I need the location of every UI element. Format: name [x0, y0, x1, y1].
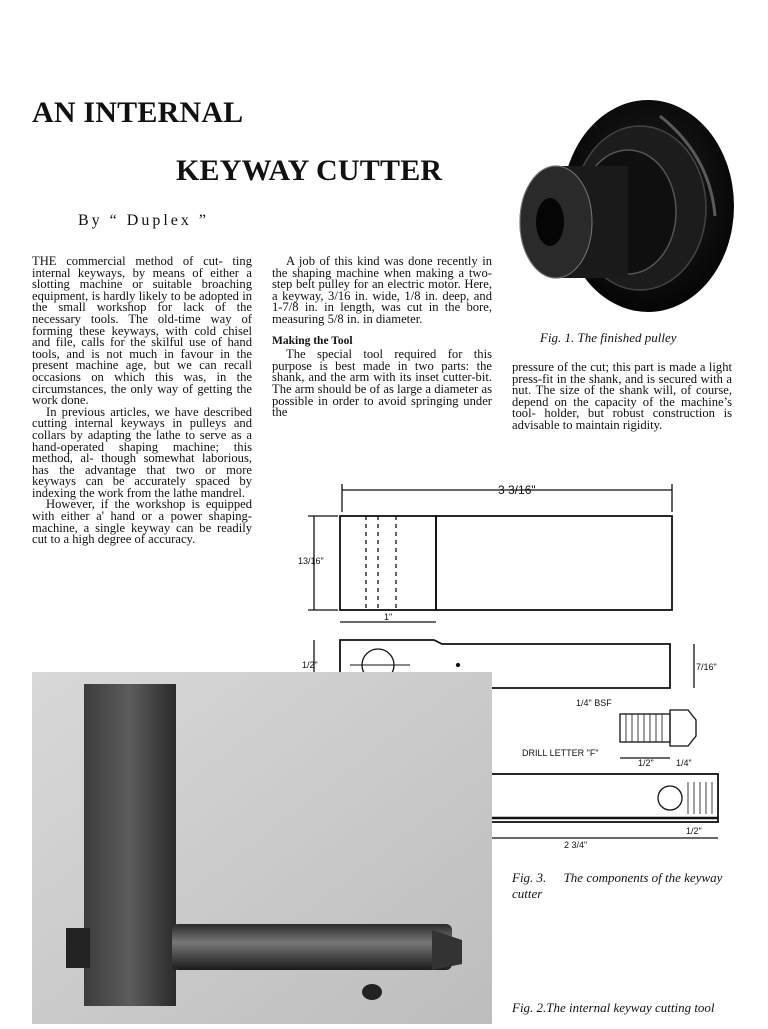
dim-one-inch: 1" — [384, 612, 393, 622]
dim-quarter: 1/4" — [676, 758, 692, 768]
title-line-2: KEYWAY CUTTER — [176, 154, 443, 187]
figure-2-caption: Fig. 2.The internal keyway cutting tool — [512, 1000, 715, 1015]
paragraph: However, if the workshop is equipped with either a' hand or a power shaping-machine, a single keyway can be readily cut to a high degree of accuracy. — [32, 497, 252, 547]
dim-shank-height: 13/16" — [298, 556, 324, 566]
figure-3-caption-text: The components of the keyway cutter — [512, 870, 723, 901]
column-3 — [512, 362, 732, 432]
paragraph: In previous articles, we have described cutting internal keyways in pulleys and collars by adapting the lathe to serve as a hand-operated shaping machine; this method, al- though somewhat laborious, has the advantage that two or more keyways can be accurately spaced by indexing the work from the lathe mandrel. — [32, 404, 252, 500]
dim-seven-sixteenths: 7/16" — [696, 662, 717, 672]
dim-half-a: 1/2" — [638, 758, 654, 768]
paragraph: A job of this kind was done recently in the shaping machine when making a two-step belt pulley for an electric motor. Here, a keyway, 3/16 in. wide, 1/8 in. deep, and 1-7/8 in. in length, was cut in the bore, measuring 5/8 in. in diameter. — [272, 254, 492, 326]
label-drill-letter: DRILL LETTER "F" — [522, 748, 599, 758]
dim-half-b: 1/2" — [686, 826, 702, 836]
paragraph: THE commercial method of cut- ting internal keyways, by means of either a slotting machine or suitable broaching equipment, is hardly likely to be adopted in the small workshop for lack of the necessary tools. The old-time way of forming these keyways, with cold chisel and file, calls for the skilful use of hand tools, and is not much in favour in the present machine age, but we can recall occasions on which this was, in the circumstances, the only way of getting the work done. — [32, 254, 252, 408]
section-heading: Making the Tool — [272, 334, 353, 347]
figure-3-caption-number: Fig. 3. — [512, 870, 547, 885]
column-2 — [272, 256, 492, 419]
dim-2-3-4: 2 3/4" — [564, 840, 588, 850]
figure-1-caption: Fig. 1. The finished pulley — [540, 330, 677, 345]
figure-3-caption — [512, 870, 732, 902]
figure-1-pulley-photo — [510, 96, 734, 318]
figure-2-tool-photo — [32, 672, 492, 1024]
dim-total-length: 3 3/16" — [498, 483, 536, 497]
paragraph: pressure of the cut; this part is made a light press-fit in the shank, and is secured with a nut. The size of the shank will, of course, depend on the capacity of the machine’s tool- holder, but robust construction is advisable to maintain rigidity. — [512, 360, 732, 432]
label-quarter-bsf: 1/4" BSF — [576, 698, 612, 708]
dim-half-inch-side: 1/2" — [302, 660, 318, 670]
paragraph: The special tool required for this purpose is best made in two parts: the shank, and the arm with its inset cutter-bit. The arm should be of as large a diameter as possible in order to avoid springing under the — [272, 347, 492, 420]
title-line-1: AN INTERNAL — [32, 96, 244, 129]
byline: By “ Duplex ” — [78, 212, 209, 229]
column-1 — [32, 256, 252, 546]
